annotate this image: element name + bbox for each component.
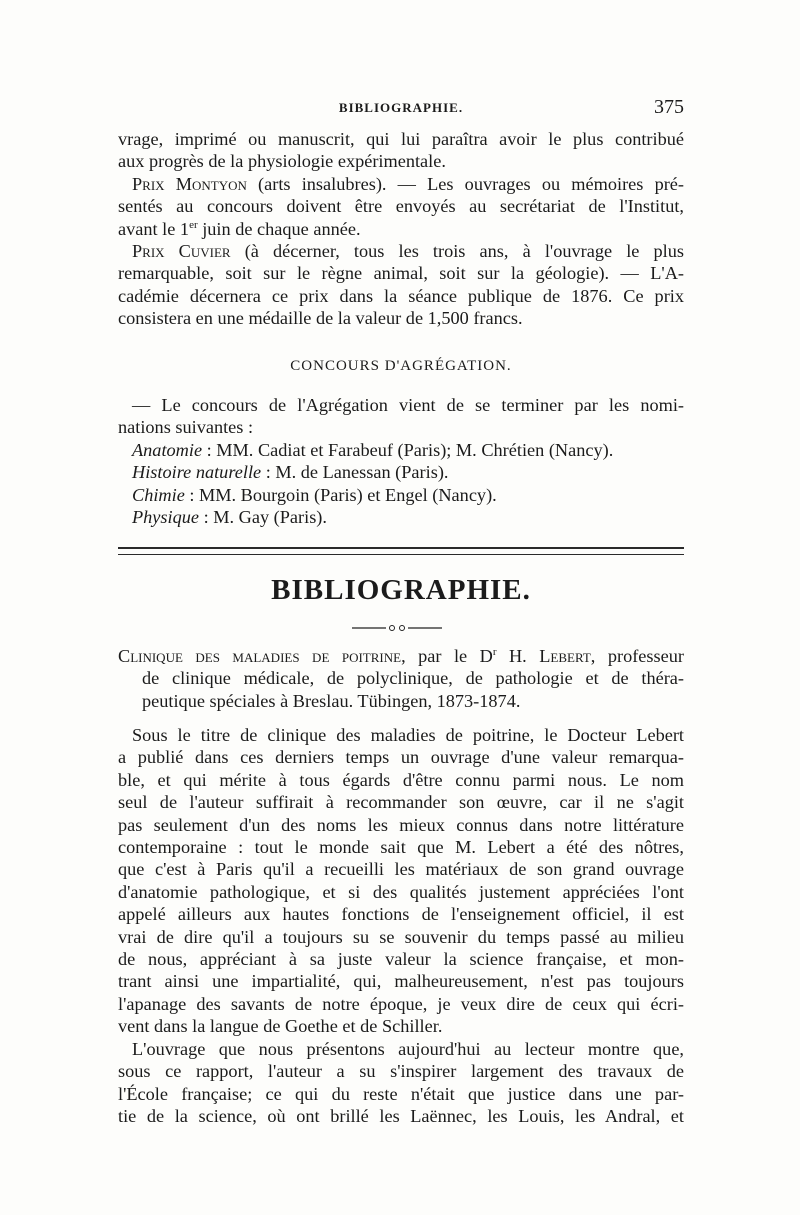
text-line: avant le 1er juin de chaque année.: [118, 218, 361, 239]
concours-section: [118, 394, 684, 528]
text-line: cadémie décernera ce prix dans la séance publique de 1876. Ce prix: [118, 285, 684, 306]
text-line: vrai de dire qu'il a toujours su se souvenir du temps passé au milieu: [118, 926, 684, 947]
review-paragraph-1: [118, 724, 684, 1037]
bibliography-entry: [118, 645, 684, 712]
text-line: ble, et qui mérite à tous égards d'être connu parmi nous. Le nom: [118, 769, 684, 790]
subject: Histoire naturelle: [132, 462, 262, 483]
prix-cuvier-line: Prix Cuvier (à décerner, tous les trois ans, à l'ouvrage le plus: [132, 240, 684, 261]
prix-montyon-line: Prix Montyon (arts insalubres). — Les ouvrages ou mémoires pré-: [132, 173, 684, 194]
work-title: Clinique des maladies de poitrine: [118, 646, 402, 666]
text-line: remarquable, soit sur le règne animal, soit sur la géologie). — L'A-: [118, 263, 684, 284]
text-line: L'ouvrage que nous présentons aujourd'hui au lecteur montre que,: [132, 1039, 684, 1059]
page-number: 375: [654, 96, 684, 118]
section-divider: [118, 547, 684, 555]
text-line: de nous, appréciant à sa juste valeur la science française, et mon-: [118, 948, 684, 969]
text-line: sentés au concours doivent être envoyés au secrétariat de l'Institut,: [118, 196, 684, 217]
nomination-item: Physique : M. Gay (Paris).: [132, 506, 327, 527]
text-line: Sous le titre de clinique des maladies de poitrine, le Docteur Lebert: [132, 725, 684, 745]
concours-heading: CONCOURS D'AGRÉGATION.: [290, 358, 512, 374]
author-name: Lebert: [539, 646, 591, 666]
text-line: a publié dans ces derniers temps un ouvrage d'une valeur remarqua-: [118, 747, 684, 768]
entry-line: peutique spéciales à Breslau. Tübingen, 1873-1874.: [142, 690, 521, 711]
text-line: nations suivantes :: [118, 417, 254, 438]
text-line: sous ce rapport, l'auteur a su s'inspirer largement des travaux de: [118, 1061, 684, 1082]
text-line: — Le concours de l'Agrégation vient de se terminer par les nomi-: [132, 395, 684, 415]
subject: Physique: [132, 506, 200, 527]
ornament-rule: [352, 624, 442, 632]
entry-line: de clinique médicale, de polyclinique, de pathologie et de théra-: [142, 668, 684, 689]
text-line: consistera en une médaille de la valeur de 1,500 francs.: [118, 308, 523, 329]
prize-name: Prix Cuvier: [132, 240, 231, 261]
nomination-item: Anatomie : MM. Cadiat et Farabeuf (Paris); M. Chrétien (Nancy).: [132, 439, 614, 460]
nomination-item: Chimie : MM. Bourgoin (Paris) et Engel (Nancy).: [132, 484, 497, 505]
nomination-item: Histoire naturelle : M. de Lanessan (Paris).: [132, 462, 449, 483]
text-line: aux progrès de la physiologie expérimentale.: [118, 151, 446, 172]
review-paragraph-2: [118, 1038, 684, 1128]
bibliography-title: BIBLIOGRAPHIE.: [271, 574, 531, 606]
text-line: l'apanage des savants de notre époque, je veux dire de ceux qui écri-: [118, 993, 684, 1014]
text-line: seul de l'auteur suffirait à recommander son œuvre, car il ne s'agit: [118, 792, 684, 813]
text-line: vent dans la langue de Goethe et de Schiller.: [118, 1016, 443, 1037]
text-line: pas seulement d'un des noms les mieux connus dans notre littérature: [118, 814, 684, 835]
text-line: appelé ailleurs aux hautes fonctions de l'enseignement officiel, il est: [118, 904, 684, 925]
text-line: contemporaine : tout le monde sait que M. Lebert a été des nôtres,: [118, 836, 684, 857]
entry-line: Clinique des maladies de poitrine, par le $D^r$ H. Lebert, professeur: [118, 645, 684, 666]
text-line: vrage, imprimé ou manuscrit, qui lui paraîtra avoir le plus contribué: [118, 129, 684, 149]
text-line: que c'est à Paris qu'il a recueilli les matériaux de son grand ouvrage: [118, 859, 684, 880]
prize-name: Prix Montyon: [132, 173, 247, 194]
text-line: tie de la science, où ont brillé les Laënnec, les Louis, les Andral, et: [118, 1106, 684, 1127]
text-line: l'École française; ce qui du reste n'était que justice dans une par-: [118, 1083, 684, 1104]
prizes-section: [118, 128, 684, 330]
subject: Anatomie: [132, 439, 203, 460]
text-line: d'anatomie pathologique, et si des qualités justement appréciées l'ont: [118, 881, 684, 902]
running-head-title: BIBLIOGRAPHIE.: [338, 100, 464, 115]
subject: Chimie: [132, 484, 185, 505]
text-line: trant ainsi une impartialité, qui, malheureusement, n'est pas toujours: [118, 971, 684, 992]
running-head: [118, 96, 684, 120]
